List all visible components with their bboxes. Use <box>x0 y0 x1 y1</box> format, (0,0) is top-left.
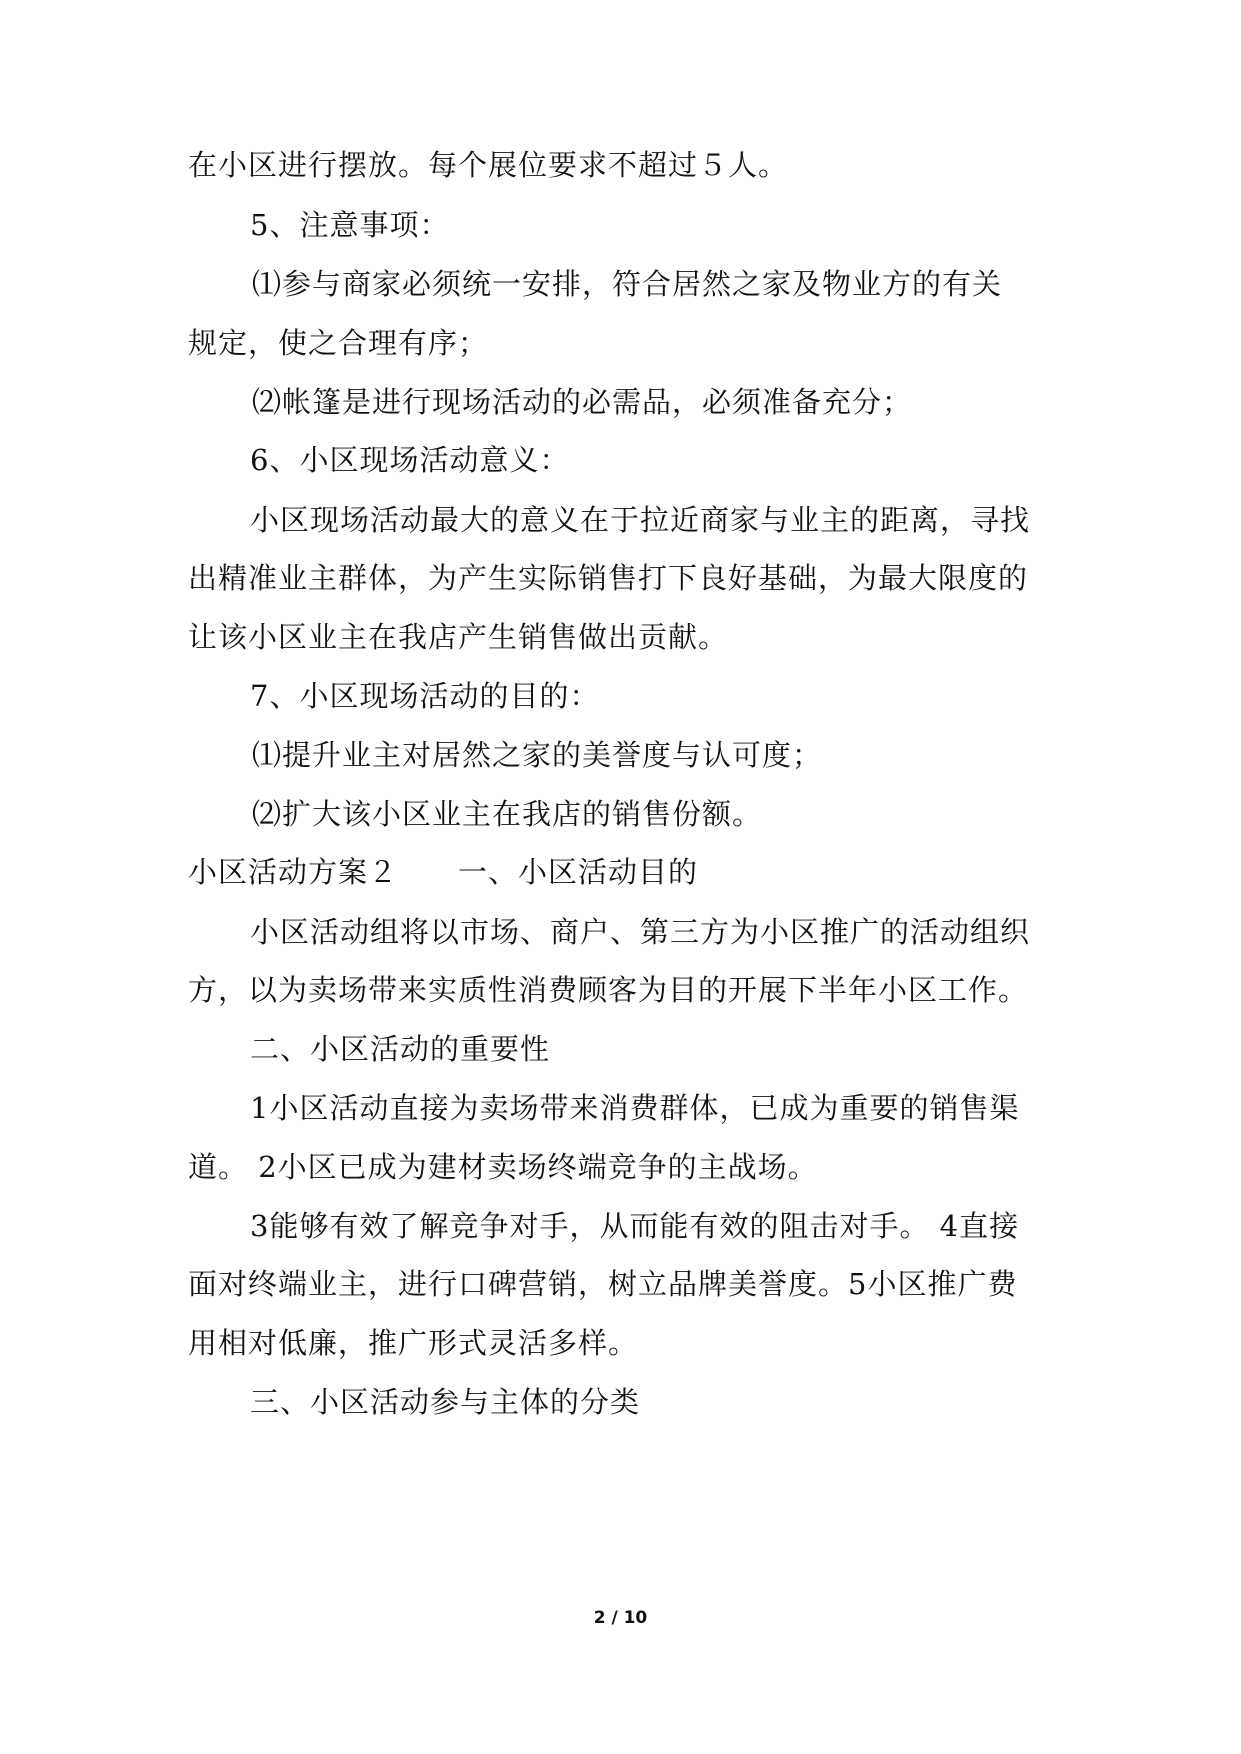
section-heading-6: 6、小区现场活动意义： <box>250 443 570 477</box>
text-line: ⑵扩大该小区业主在我店的销售份额。 <box>252 797 763 831</box>
text-line: 面对终端业主，进行口碑营销，树立品牌美誉度。5小区推广费 <box>188 1267 1018 1301</box>
text-line: 小区现场活动最大的意义在于拉近商家与业主的距离，寻找 <box>250 503 1031 537</box>
text-line: ⑵帐篷是进行现场活动的必需品，必须准备充分； <box>252 385 913 419</box>
text-line: 1小区活动直接为卖场带来消费群体，已成为重要的销售渠 <box>250 1091 1020 1125</box>
section-heading-7: 7、小区现场活动的目的： <box>250 679 600 713</box>
section-heading: 二、小区活动的重要性 <box>250 1032 551 1066</box>
text-line: 出精准业主群体，为产生实际销售打下良好基础，为最大限度的 <box>188 561 1029 595</box>
text-line: 方，以为卖场带来实质性消费顾客为目的开展下半年小区工作。 <box>188 973 1029 1007</box>
text-line: 在小区进行摆放。每个展位要求不超过５人。 <box>188 148 789 182</box>
text-line: 用相对低廉，推广形式灵活多样。 <box>188 1326 639 1360</box>
text-line: 让该小区业主在我店产生销售做出贡献。 <box>188 620 729 654</box>
text-line: 规定，使之合理有序； <box>188 326 489 360</box>
text-line: 小区活动组将以市场、商户、第三方为小区推广的活动组织 <box>250 915 1031 949</box>
section-title: 小区活动方案２ 一、小区活动目的 <box>188 855 699 889</box>
text-line: 道。 2小区已成为建材卖场终端竞争的主战场。 <box>188 1150 818 1184</box>
section-heading-5: 5、注意事项： <box>250 208 450 242</box>
page-number: 2 / 10 <box>593 1608 648 1628</box>
text-line: ⑴参与商家必须统一安排，符合居然之家及物业方的有关 <box>252 267 1003 301</box>
text-line: 3能够有效了解竞争对手，从而能有效的阻击对手。 4直接 <box>250 1209 1020 1243</box>
text-line: ⑴提升业主对居然之家的美誉度与认可度； <box>252 738 823 772</box>
section-heading: 三、小区活动参与主体的分类 <box>250 1385 641 1419</box>
